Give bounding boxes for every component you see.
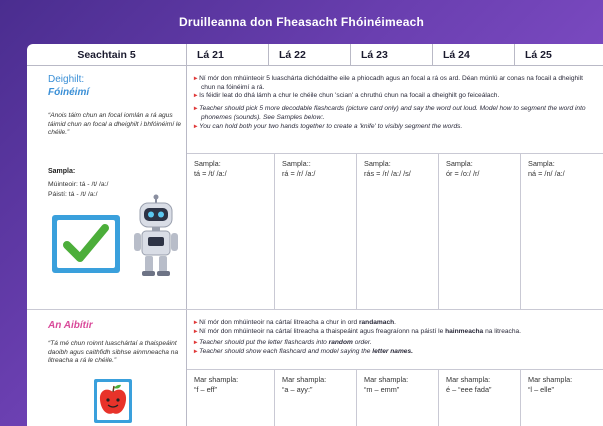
day-header: Lá 24 (433, 44, 515, 66)
activity-title: Deighilt: (48, 74, 85, 85)
table-header (27, 44, 603, 66)
week-header: Seachtain 5 (27, 44, 187, 66)
robot-icon (131, 194, 181, 278)
day-header: Lá 21 (187, 44, 269, 66)
sample-cell: Mar shampla: é – “eee fada” (439, 370, 521, 426)
sampla-line: Páistí: tá - /t/ /a:/ (48, 191, 98, 198)
instruction-item: ▸ Teacher should put the letter flashcards into random order. (194, 339, 372, 347)
samples-row (187, 154, 603, 310)
instruction-item: ▸ Is féidir leat do dhá lámh a chur le chéile chun 'scian' a chruthú chun na focail a dheighilt go feiceálach. (194, 92, 500, 100)
sampla-label: Sampla: (48, 168, 76, 175)
sample-cell: Sampla: rás = /r/ /a:/ /s/ (357, 154, 439, 310)
sample-cell: Mar shampla: “l – elle” (528, 375, 573, 394)
activity-cell (27, 310, 187, 426)
sample-cell: Mar shampla: “f – eff” (187, 370, 275, 426)
table-row-alphabet (27, 310, 603, 426)
activity-quote: “Tá mé chun roinnt luaschártaí a thaispeáint daoibh agus caithfidh sibhse ainmneacha na litreacha a rá le chéile.” (48, 340, 179, 365)
table-row-segmentation (27, 66, 603, 310)
instruction-item: ▸ Ní mór don mhúinteoir na cártaí litreacha a thaispeáint agus freagraíonn na páistí le hainmeacha na litreacha. (194, 327, 521, 335)
instruction-item: ▸ Teacher should pick 5 more decodable flashcards (picture card only) and say the word out loud. Model how to segment the word into phonemes (sounds). See Samples below:. (194, 105, 586, 121)
day-header: Lá 25 (525, 49, 552, 61)
sample-cell: Mar shampla: “m – emm” (357, 370, 439, 426)
banner (0, 0, 603, 44)
sample-cell: Sampla: ná = /n/ /a:/ (528, 159, 565, 178)
activity-quote: “Anois táim chun an focal iomlán a rá agus táimid chun an focal a dheighilt i bhfóinéimí le chéile.” (48, 112, 182, 137)
page-title: Druilleanna don Fheasacht Fhóinéimeach (179, 15, 424, 29)
activity-title: An Aibítir (48, 320, 93, 331)
instructions-cell (187, 66, 603, 154)
instruction-item: ▸ Ní mór don mhúinteoir 5 luaschárta dichódaithe eile a phiocadh agus an focal a rá os ard. Déan múnlú ar conas na focail a dheighilt chun na fóinéimí a rá. (194, 75, 583, 91)
sampla-line: Múinteoir: tá - /t/ /a:/ (48, 181, 109, 188)
instruction-item: ▸ Ní mór don mhúinteoir na cártaí litreacha a chur in ord randamach. (194, 319, 396, 326)
instructions-cell (187, 310, 603, 370)
sample-cell: Sampla: tá = /t/ /a:/ (187, 154, 275, 310)
instruction-item: ▸ You can hold both your two hands together to create a 'knife' to visibly segment the words. (194, 122, 463, 130)
apple-card-icon (93, 378, 133, 424)
sample-cell: Mar shampla: “a – ayy:” (275, 370, 357, 426)
lesson-table (27, 44, 603, 426)
activity-cell (27, 66, 187, 309)
sample-cell: Sampla:: rá = /r/ /a:/ (275, 154, 357, 310)
samples-row (187, 370, 603, 426)
instruction-item: ▸ Teacher should show each flashcard and model saying the letter names. (194, 348, 413, 356)
sample-cell: Sampla: ór = /o:/ /r/ (439, 154, 521, 310)
checkmark-card-icon (49, 212, 123, 276)
activity-subtitle: Fóinéimí (48, 87, 90, 98)
day-header: Lá 23 (351, 44, 433, 66)
day-header: Lá 22 (269, 44, 351, 66)
